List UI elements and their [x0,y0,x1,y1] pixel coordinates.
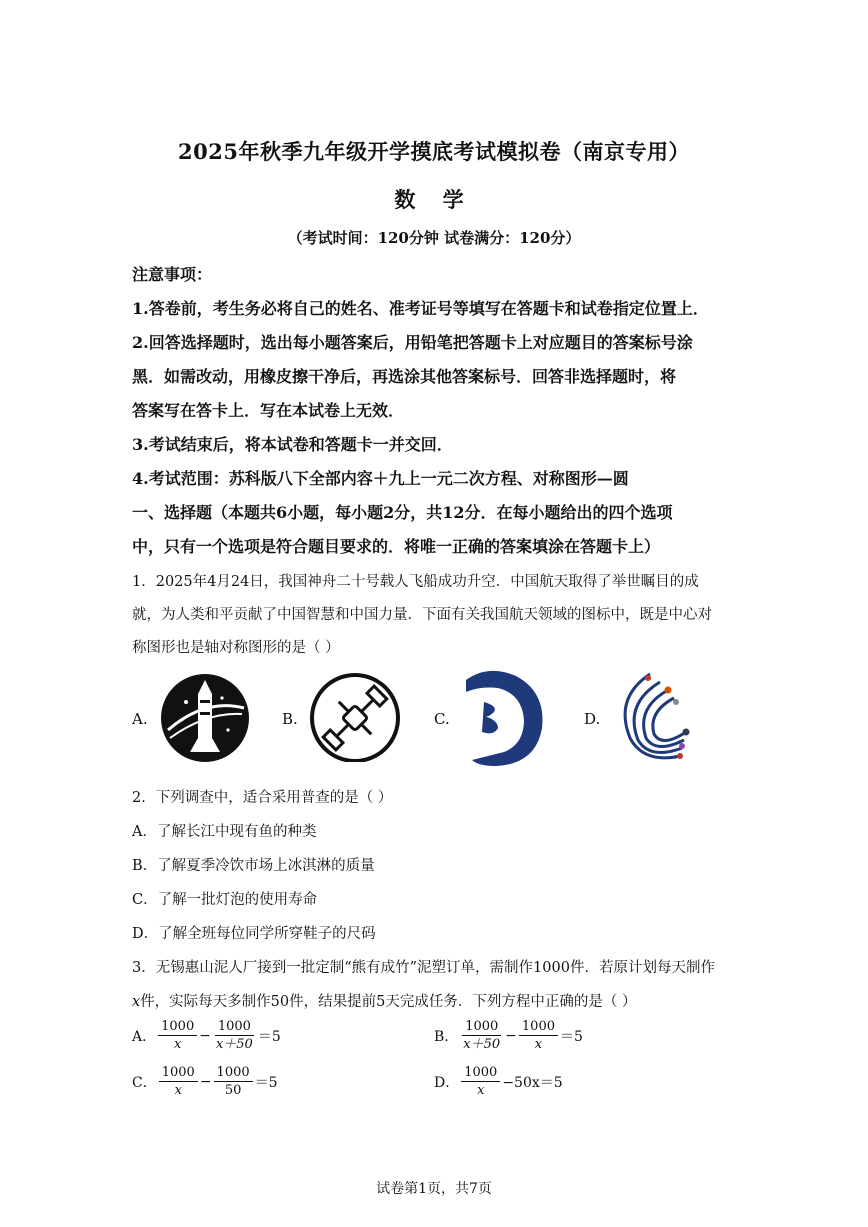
note-2c: 答案写在答卡上．写在本试卷上无效． [132,401,405,420]
note-3: 3.考试结束后，将本试卷和答题卡一并交回． [132,435,453,454]
section1-heading-line1: 一、选择题（本题共6小题，每小题2分，共12分．在每小题给出的四个选项 [132,503,673,522]
numerator: 1000 [159,1064,198,1082]
numerator: 1000 [461,1064,500,1082]
tail: −50x＝5 [502,1074,563,1091]
q1-option-d-label: D. [584,710,601,728]
section1-heading-line2: 中，只有一个选项是符合题目要求的．将唯一正确的答案填涂在答题卡上） [132,537,661,556]
q3-stem-line2-text: 件，实际每天多制作50件，结果提前5天完成任务．下列方程中正确的是（ ） [140,994,637,1010]
q1-stem-line1: 1．2025年4月24日，我国神舟二十号载人飞船成功升空．中国航天取得了举世瞩目的成 [132,574,699,590]
solar-system-emblem-icon [610,668,700,768]
q3-option-d [434,1064,563,1099]
subject-title: 数 学 [394,187,474,212]
denominator: x [174,1083,182,1098]
fraction [460,1018,503,1053]
notes-heading: 注意事项： [132,265,213,284]
swirl-emblem-icon [458,668,554,768]
q3-stem-line1: 3．无锡惠山泥人厂接到一批定制“熊有成竹”泥塑订单，需制作1000件．若原计划每天制作 [132,960,715,976]
q2-option-d: D．了解全班每位同学所穿鞋子的尺码 [132,926,376,942]
q3-stem-line2 [132,990,636,1011]
q3-option-b-label: B． [434,1028,459,1045]
rhs: ＝5 [254,1074,278,1091]
numerator: 1000 [462,1018,501,1036]
fraction [158,1018,197,1053]
note-4: 4.考试范围：苏科版八下全部内容＋九上一元二次方程、对称图形—圆 [132,469,629,488]
exam-meta: （考试时间：120分钟 试卷满分：120分） [287,229,581,247]
note-2a: 2.回答选择题时，选出每小题答案后，用铅笔把答题卡上对应题目的答案标号涂 [132,333,693,352]
satellite-emblem-icon [308,668,402,762]
fraction [159,1064,198,1099]
note-1: 1.答卷前，考生务必将自己的姓名、准考证号等填写在答题卡和试卷指定位置上． [132,299,709,318]
fraction [213,1018,256,1053]
fraction [461,1064,500,1099]
denominator: x [534,1037,543,1052]
q1-options [132,668,732,768]
q3-option-d-label: D． [434,1074,460,1091]
q2-stem: 2．下列调查中，适合采用普查的是（ ） [132,790,393,806]
q3-option-b [434,1018,583,1053]
operator: − [199,1027,211,1044]
page-footer: 试卷第1页，共7页 [376,1181,492,1197]
note-2b: 黑．如需改动，用橡皮擦干净后，再选涂其他答案标号．回答非选择题时，将 [132,367,677,386]
rocket-emblem-icon [158,668,252,762]
q3-option-a [132,1018,281,1053]
denominator: x [174,1037,182,1052]
q2-option-c: C．了解一批灯泡的使用寿命 [132,892,318,908]
q1-option-b-label: B. [282,710,298,728]
q2-option-b: B．了解夏季冷饮市场上冰淇淋的质量 [132,858,375,874]
q3-option-c [132,1064,278,1099]
denominator: 50 [224,1083,242,1098]
rhs: ＝5 [257,1028,281,1045]
q1-option-c-label: C. [434,710,450,728]
numerator: 1000 [519,1018,558,1036]
numerator: 1000 [215,1018,254,1036]
fraction [519,1018,558,1053]
q3-option-a-label: A． [132,1028,157,1045]
numerator: 1000 [214,1064,253,1082]
q1-stem-line3: 称图形也是轴对称图形的是（ ） [132,640,340,656]
denominator: x [477,1083,485,1098]
operator: − [199,1073,212,1090]
fraction [214,1064,253,1099]
q2-option-a: A．了解长江中现有鱼的种类 [132,824,317,840]
q1-stem-line2: 就，为人类和平贡献了中国智慧和中国力量．下面有关我国航天领域的图标中，既是中心对 [132,607,712,623]
q3-variable: x [132,994,141,1010]
denominator: x＋50 [463,1037,501,1052]
q1-option-a-label: A. [132,710,148,728]
operator: − [505,1027,517,1044]
numerator: 1000 [158,1018,197,1036]
q3-option-c-label: C． [132,1074,157,1091]
exam-title: 2025年秋季九年级开学摸底考试模拟卷（南京专用） [178,139,690,164]
rhs: ＝5 [560,1028,583,1045]
denominator: x＋50 [215,1037,253,1052]
